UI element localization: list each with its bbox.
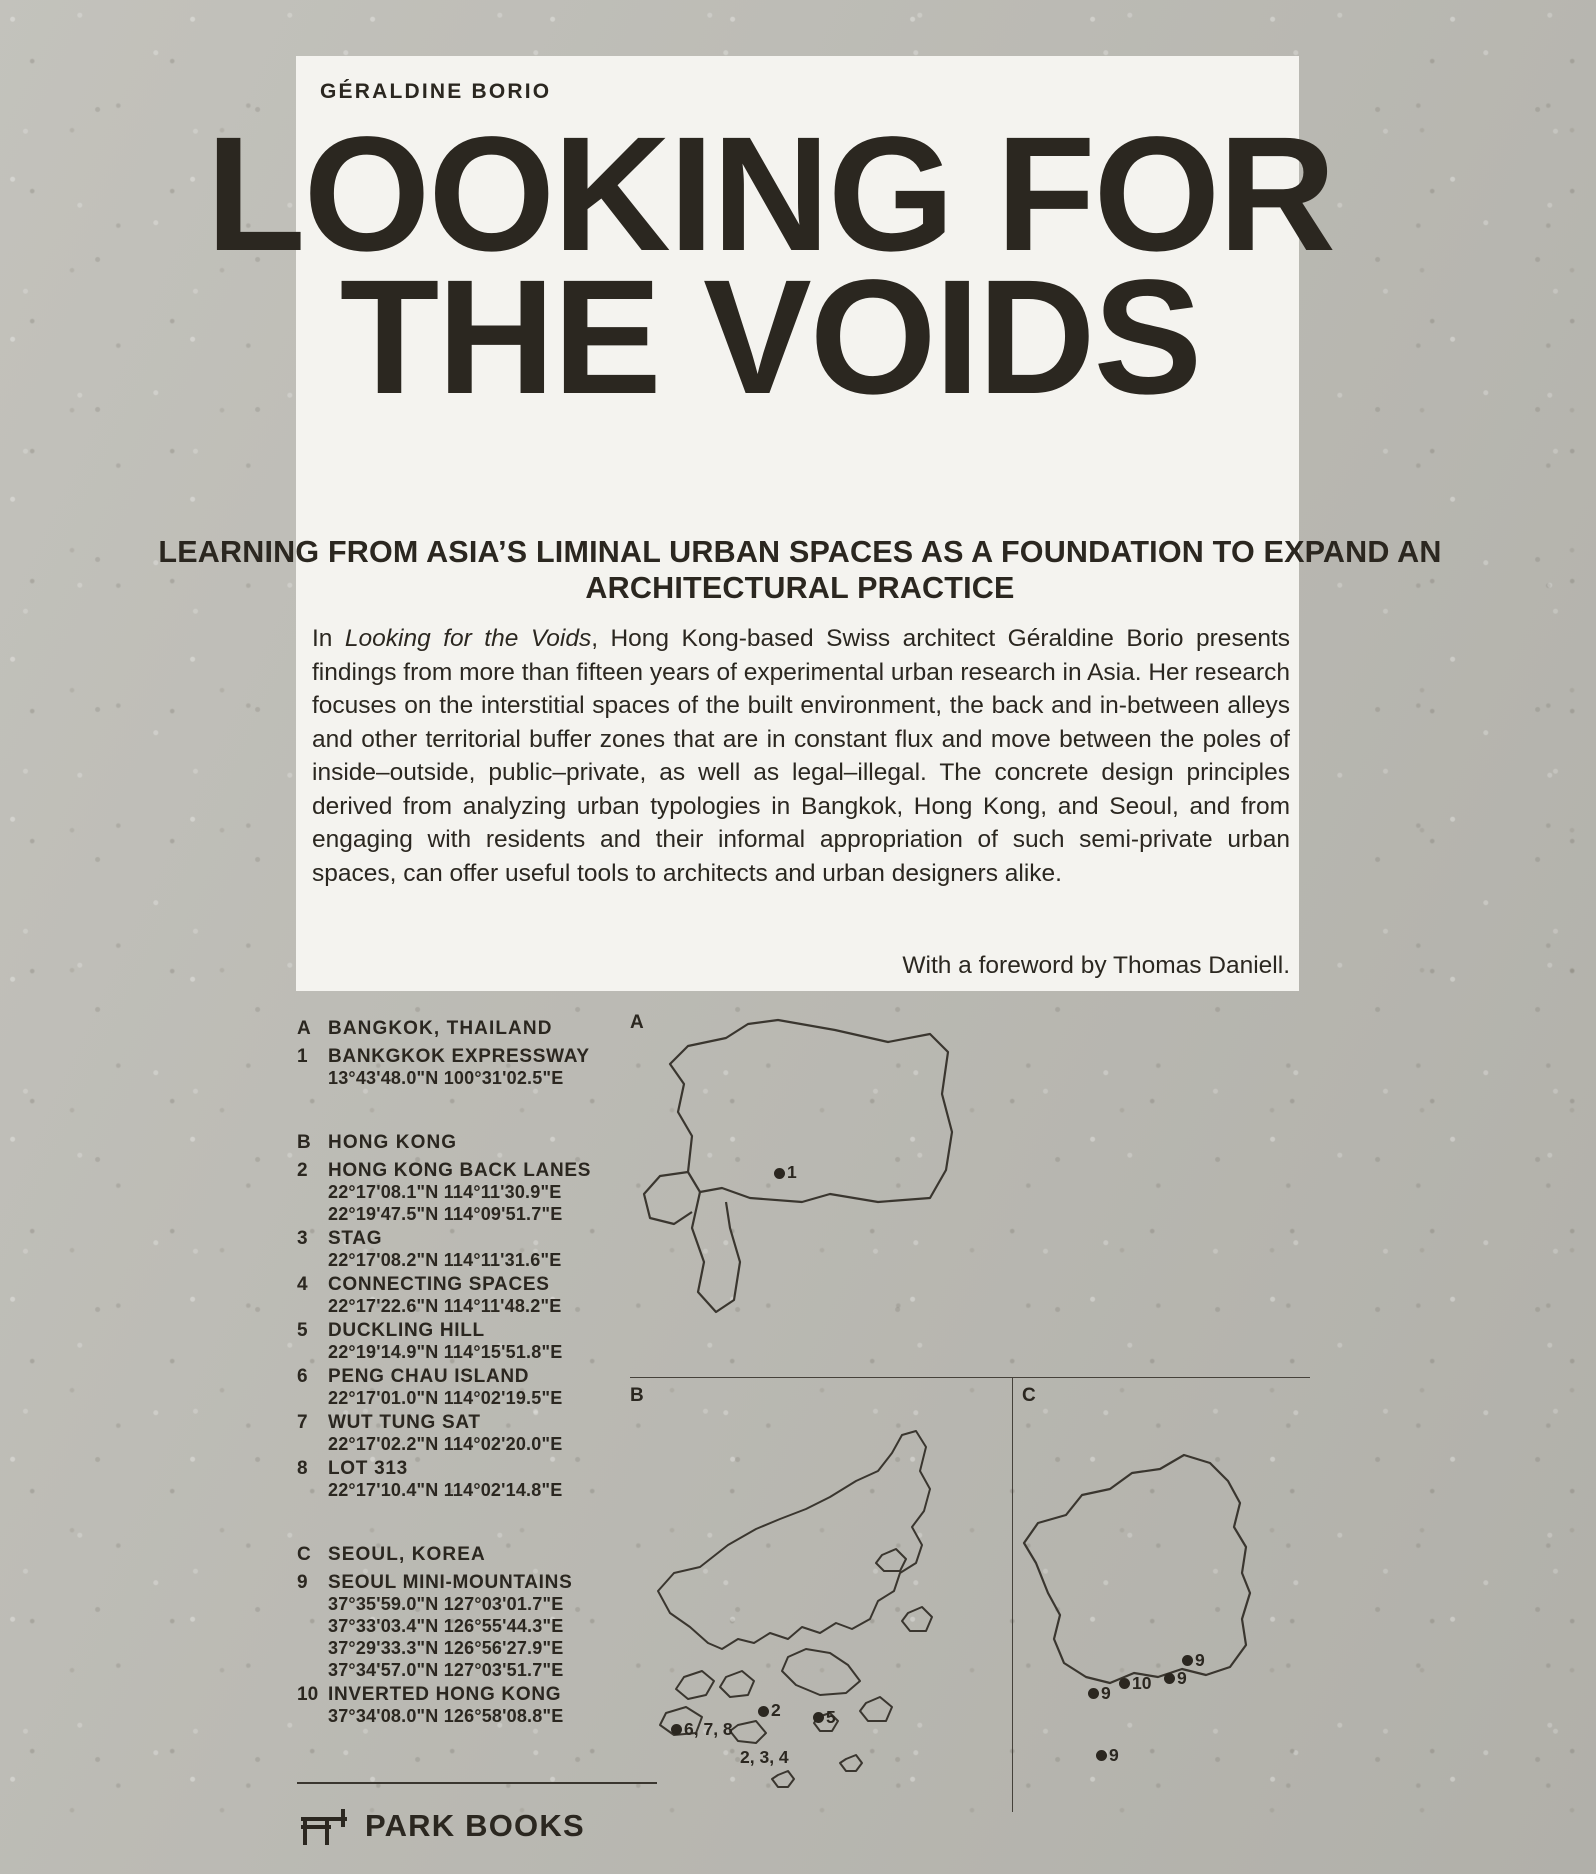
entry-name: INVERTED HONG KONG [328, 1684, 562, 1705]
index-entry [297, 1160, 657, 1226]
entry-body [328, 1458, 657, 1502]
index-spacer [297, 1092, 657, 1132]
publisher-name: PARK BOOKS [365, 1808, 585, 1843]
entry-name: BANKGKOK EXPRESSWAY [328, 1046, 590, 1067]
map-marker-label: 6, 7, 8 [684, 1719, 733, 1739]
index-entry [297, 1046, 657, 1090]
entry-number: 5 [297, 1320, 308, 1341]
entry-body [328, 1274, 657, 1318]
map-marker-dot [1096, 1750, 1107, 1761]
entry-coordinate: 22°17'08.2"N 114°11'31.6"E [328, 1250, 562, 1270]
entry-body [328, 1160, 657, 1226]
page-title [60, 102, 1480, 429]
hongkong-map-outline [630, 1377, 1012, 1812]
map-marker-dot [1119, 1678, 1130, 1689]
entry-coordinate: 13°43'48.0"N 100°31'02.5"E [328, 1068, 564, 1088]
entry-coordinate: 37°33'03.4"N 126°55'44.3"E [328, 1616, 564, 1636]
bangkok-map-outline [630, 1012, 1310, 1377]
entry-name: WUT TUNG SAT [328, 1412, 481, 1433]
map-marker-label: 2, 3, 4 [740, 1747, 789, 1767]
map-marker-dot [1164, 1673, 1175, 1684]
group-label-a: BANGKOK, THAILAND [328, 1018, 553, 1039]
group-key-a: A [297, 1018, 312, 1039]
index-entry [297, 1366, 657, 1410]
title-line-1: LOOKING FOR [206, 102, 1334, 285]
map-marker-label: 9 [1109, 1745, 1119, 1765]
foreword-credit: With a foreword by Thomas Daniell. [902, 952, 1290, 979]
map-marker-label: 9 [1101, 1683, 1111, 1703]
entry-coordinate: 22°17'10.4"N 114°02'14.8"E [328, 1480, 563, 1500]
entry-coordinate: 22°17'08.1"N 114°11'30.9"E [328, 1182, 562, 1202]
map-marker-label: 5 [826, 1707, 836, 1727]
index-entry [297, 1412, 657, 1456]
seoul-map-outline [1014, 1377, 1312, 1812]
entry-number: 3 [297, 1228, 308, 1249]
entry-coordinate: 22°19'47.5"N 114°09'51.7"E [328, 1204, 563, 1224]
entry-number: 7 [297, 1412, 308, 1433]
entry-coordinate: 22°19'14.9"N 114°15'51.8"E [328, 1342, 563, 1362]
entry-coordinate: 37°34'08.0"N 126°58'08.8"E [328, 1706, 564, 1726]
entry-body [328, 1046, 657, 1090]
entry-coordinate: 22°17'22.6"N 114°11'48.2"E [328, 1296, 562, 1316]
entry-name: CONNECTING SPACES [328, 1274, 550, 1295]
map-panel [630, 1012, 1310, 1812]
index-entry [297, 1274, 657, 1318]
entry-number: 1 [297, 1046, 308, 1067]
index-group-header-a [297, 1018, 657, 1040]
entry-name: SEOUL MINI-MOUNTAINS [328, 1572, 573, 1593]
index-group-header-c [297, 1544, 657, 1566]
map-marker-label: 2 [771, 1700, 781, 1720]
entry-name: DUCKLING HILL [328, 1320, 485, 1341]
entry-name: HONG KONG BACK LANES [328, 1160, 592, 1181]
entry-coordinate: 37°35'59.0"N 127°03'01.7"E [328, 1594, 564, 1614]
entry-number: 9 [297, 1572, 308, 1593]
entry-number: 2 [297, 1160, 308, 1181]
entry-number: 4 [297, 1274, 308, 1295]
entry-name: PENG CHAU ISLAND [328, 1366, 530, 1387]
author-byline: GÉRALDINE BORIO [320, 80, 552, 103]
entry-coordinate: 22°17'01.0"N 114°02'19.5"E [328, 1388, 563, 1408]
map-marker-dot [1088, 1688, 1099, 1699]
group-label-c: SEOUL, KOREA [328, 1544, 486, 1565]
entry-number: 10 [297, 1684, 319, 1705]
map-marker-label: 10 [1132, 1673, 1152, 1693]
map-marker-dot [774, 1168, 785, 1179]
map-marker-dot [1182, 1655, 1193, 1666]
map-panel-letter-c: C [1022, 1385, 1037, 1406]
entry-body [328, 1228, 657, 1272]
index-spacer [297, 1504, 657, 1544]
blurb-text [312, 622, 1290, 891]
map-marker-dot [758, 1706, 769, 1717]
entry-coordinate: 22°17'02.2"N 114°02'20.0"E [328, 1434, 563, 1454]
index-entry [297, 1458, 657, 1502]
location-index [297, 1018, 657, 1730]
index-group-header-b [297, 1132, 657, 1154]
map-divider-vertical [1012, 1377, 1013, 1812]
entry-number: 8 [297, 1458, 308, 1479]
park-bench-icon [297, 1805, 351, 1847]
blurb-title-italic: Looking for the Voids [344, 625, 592, 652]
map-marker-label: 9 [1177, 1668, 1187, 1688]
index-entry [297, 1320, 657, 1364]
entry-body [328, 1320, 657, 1364]
entry-coordinate: 37°34'57.0"N 127°03'51.7"E [328, 1660, 564, 1680]
entry-body [328, 1412, 657, 1456]
entry-name: LOT 313 [328, 1458, 408, 1479]
map-panel-letter-b: B [630, 1385, 645, 1406]
map-panel-letter-a: A [630, 1012, 645, 1033]
title-line-2: THE VOIDS [339, 245, 1201, 429]
blurb-body: , Hong Kong-based Swiss architect Géraldine Borio presents findings from more than fifteen years of experimental urban research in Asia. Her research focuses on the interstitial spaces of the built environment, the back and in-between alleys and other territorial buffer zones that are in constant flux and move between the poles of inside–outside, public–private, as well as legal–illegal. The concrete design principles derived from analyzing urban typologies in Bangkok, Hong Kong, and Seoul, and from engaging with residents and their informal appropriation of such semi-private urban spaces, can offer useful tools to architects and urban designers alike. [312, 625, 1290, 887]
publisher-block [297, 1805, 585, 1847]
index-entry [297, 1572, 657, 1682]
group-key-b: B [297, 1132, 312, 1153]
group-label-b: HONG KONG [328, 1132, 458, 1153]
entry-number: 6 [297, 1366, 308, 1387]
index-entry [297, 1684, 657, 1728]
blurb-prefix: In [312, 625, 345, 652]
entry-body [328, 1366, 657, 1410]
map-marker-label: 1 [787, 1162, 797, 1182]
entry-body [328, 1572, 657, 1682]
entry-coordinate: 37°29'33.3"N 126°56'27.9"E [328, 1638, 564, 1658]
index-entry [297, 1228, 657, 1272]
group-key-c: C [297, 1544, 312, 1565]
entry-body [328, 1684, 657, 1728]
map-marker-dot [671, 1724, 682, 1735]
page-subtitle: LEARNING FROM ASIA’S LIMINAL URBAN SPACES AS A FOUNDATION TO EXPAND AN ARCHITECTURAL PRACTICE [158, 535, 1442, 605]
map-marker-dot [813, 1712, 824, 1723]
entry-name: STAG [328, 1228, 383, 1249]
map-marker-label: 9 [1195, 1650, 1205, 1670]
footer-divider [297, 1782, 657, 1784]
